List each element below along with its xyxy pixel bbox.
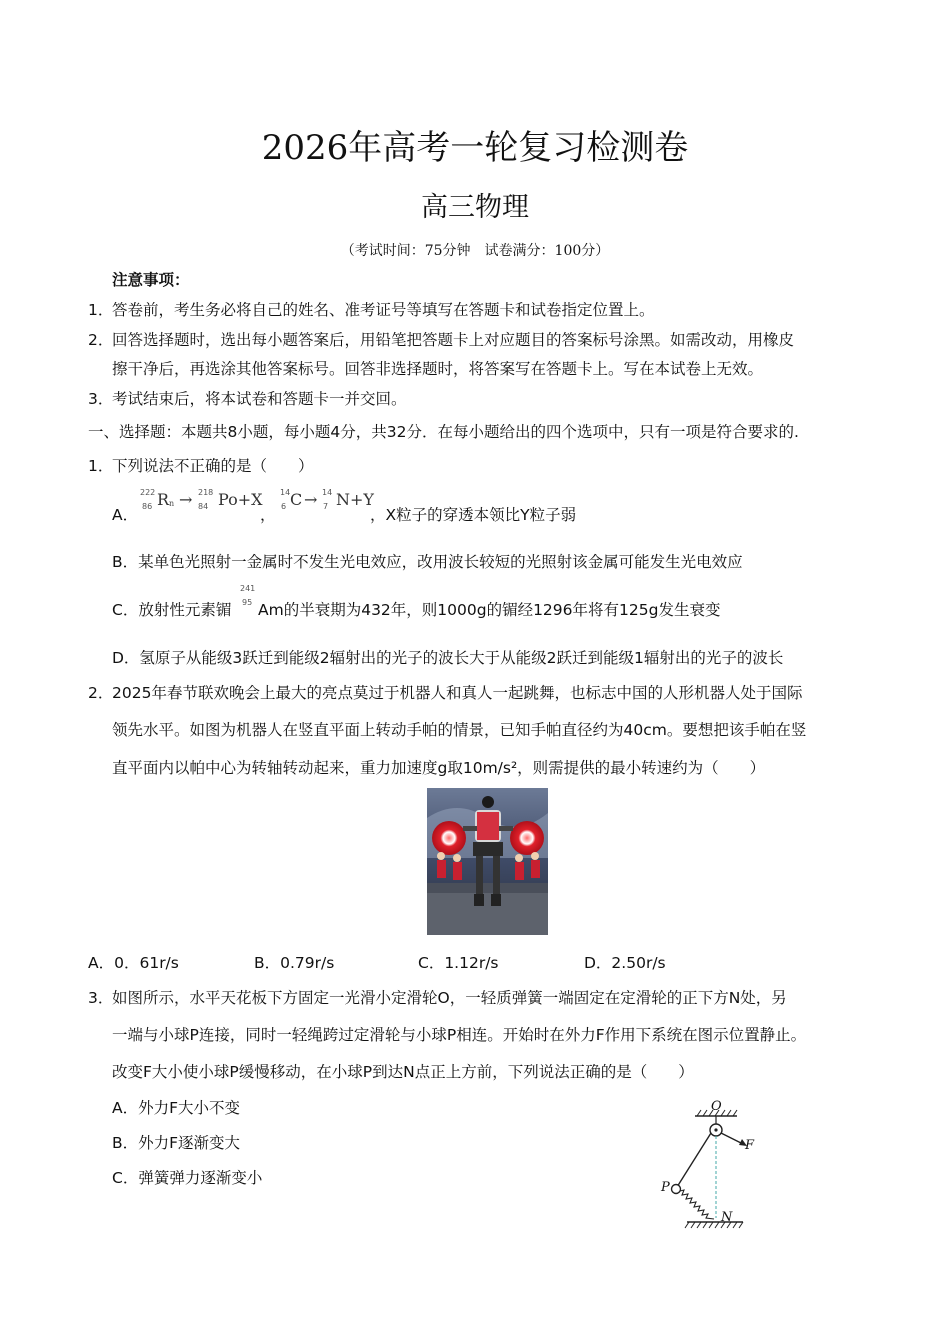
eq2-charge-n: 7	[323, 502, 329, 511]
q3-line-3: 改变F大小使小球P缓慢移动，在小球P到达N点正上方前，下列说法正确的是（ ）	[112, 1063, 694, 1081]
q1-equation-2	[278, 488, 378, 522]
q1-equation-1	[138, 488, 273, 522]
eq1-charge-rn: 86	[142, 502, 153, 511]
eq2-arrow: →	[304, 490, 318, 509]
q2-line-1: 2025年春节联欢晚会上最大的亮点莫过于机器人和真人一起跳舞，也标志中国的人形机器人处于国际	[112, 684, 803, 702]
section-heading: 一、选择题：本题共8小题，每小题4分，共32分．在每小题给出的四个选项中，只有一项是符合要求的.	[88, 423, 799, 441]
eq1-symbol-r: R	[157, 490, 170, 509]
q3-option-b: B．外力F逐渐变大	[112, 1134, 241, 1152]
q2-line-3: 直平面内以帕中心为转轴转动起来，重力加速度g取10m/s²，则需提供的最小转速约为（ ）	[112, 759, 766, 777]
eq2-symbol-c: C	[290, 490, 303, 509]
notice-item-3-num: 3．	[88, 390, 114, 408]
q1-option-a-sep: ，	[260, 506, 276, 524]
notice-item-2-line2: 擦干净后，再选涂其他答案标号。回答非选择题时，将答案写在答题卡上。写在本试卷上无效。	[112, 360, 764, 378]
q2-option-b: B．0.79r/s	[254, 954, 335, 972]
q3-option-a: A．外力F大小不变	[112, 1099, 241, 1117]
notice-item-1-num: 1．	[88, 301, 114, 319]
eq1-charge-po: 84	[198, 502, 209, 511]
q2-line-2: 领先水平。如图为机器人在竖直平面上转动手帕的情景，已知手帕直径约为40cm。要想把该手帕在竖	[112, 721, 807, 739]
q3-line-1: 如图所示，水平天花板下方固定一光滑小定滑轮O，一轻质弹簧一端固定在定滑轮的正下方N处，另	[112, 989, 787, 1007]
exam-title: 2026年高考一轮复习检测卷	[261, 128, 689, 168]
q1-option-a-tail: ，X粒子的穿透本领比Y粒子弱	[370, 506, 577, 524]
eq2-mass-n: 14	[322, 488, 333, 497]
label-f: F	[745, 1138, 755, 1153]
q1-option-c-charge: 95	[242, 598, 253, 607]
notice-item-2-num: 2．	[88, 331, 114, 349]
eq1-symbol-n: n	[169, 499, 175, 508]
q1-number: 1．	[88, 457, 114, 475]
q1-option-c-mass: 241	[240, 584, 256, 593]
label-o: O	[711, 1099, 722, 1114]
eq1-mass-po: 218	[198, 488, 214, 497]
eq1-arrow: →	[179, 490, 193, 509]
q3-number: 3．	[88, 989, 114, 1007]
q2-option-c: C．1.12r/s	[418, 954, 499, 972]
pulley-spring-diagram	[655, 1098, 765, 1238]
notice-item-1: 答卷前，考生务必将自己的姓名、准考证号等填写在答题卡和试卷指定位置上。	[112, 301, 655, 319]
eq1-products: Po+X	[218, 490, 263, 509]
q1-option-d: D．氢原子从能级3跃迁到能级2辐射出的光子的波长大于从能级2跃迁到能级1辐射出的光子的波长	[112, 649, 784, 667]
q2-number: 2．	[88, 684, 114, 702]
q2-option-d: D．2.50r/s	[584, 954, 666, 972]
q3-option-c: C．弹簧弹力逐渐变小	[112, 1169, 263, 1187]
label-p: P	[661, 1180, 670, 1195]
subject-title: 高三物理	[421, 192, 529, 223]
eq2-mass-c: 14	[280, 488, 291, 497]
notice-item-2-line1: 回答选择题时，选出每小题答案后，用铅笔把答题卡上对应题目的答案标号涂黑。如需改动，用橡皮	[112, 331, 795, 349]
q1-option-a-label: A．	[112, 506, 139, 524]
notice-item-3: 考试结束后，将本试卷和答题卡一并交回。	[112, 390, 407, 408]
q2-option-a: A．0．61r/s	[88, 954, 179, 972]
exam-info: （考试时间：75分钟 试卷满分：100分）	[340, 243, 610, 259]
eq2-charge-c: 6	[281, 502, 287, 511]
robot-dance-photo	[427, 788, 548, 935]
q1-option-b: B．某单色光照射一金属时不发生光电效应，改用波长较短的光照射该金属可能发生光电效应	[112, 553, 743, 571]
q1-stem: 下列说法不正确的是（ ）	[112, 457, 314, 475]
eq2-products: N+Y	[336, 490, 374, 509]
label-n: N	[721, 1210, 733, 1225]
q1-option-c-post: Am的半衰期为432年，则1000g的镅经1296年将有125g发生衰变	[258, 601, 721, 619]
eq1-mass-rn: 222	[140, 488, 156, 497]
notice-heading: 注意事项：	[112, 271, 190, 289]
q1-option-c-pre: C．放射性元素镅	[112, 601, 232, 619]
q3-line-2: 一端与小球P连接，同时一轻绳跨过定滑轮与小球P相连。开始时在外力F作用下系统在图示位置静止。	[112, 1026, 807, 1044]
